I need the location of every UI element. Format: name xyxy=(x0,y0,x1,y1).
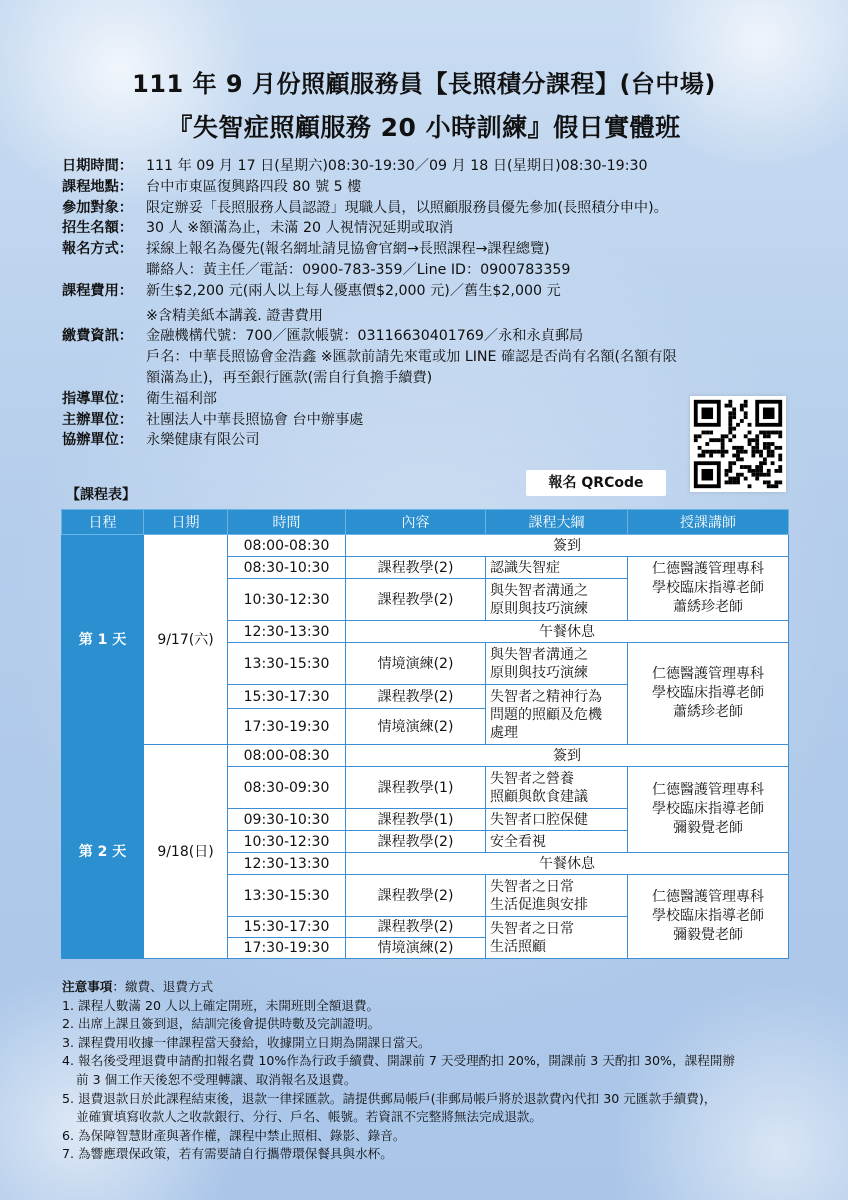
time-cell: 08:30-10:30 xyxy=(228,557,346,579)
signup-value: 採線上報名為優先(報名網址請見協會官網→長照課程→課程總覽) xyxy=(146,241,550,258)
schedule-label: 【課程表】 xyxy=(66,487,136,503)
content-cell: 課程教學(2) xyxy=(346,685,486,709)
outline-line: 與失智者溝通之 xyxy=(490,582,588,599)
time-cell: 17:30-19:30 xyxy=(228,709,346,745)
outline-line: 問題的照顧及危機 xyxy=(490,706,602,723)
teacher-cell xyxy=(628,767,789,853)
teacher-line: 仁德醫護管理專科 xyxy=(652,782,764,798)
table-row xyxy=(62,745,789,767)
teacher-cell xyxy=(628,875,789,959)
outline-cell xyxy=(486,875,628,917)
note-item-continued: 前 3 個工作天後恕不受理轉讓、取消報名及退費。 xyxy=(76,1071,357,1087)
teacher-name: 蕭綉珍老師 xyxy=(673,599,743,615)
outline-cell: 安全看視 xyxy=(486,831,628,853)
quota-label: 招生名額： xyxy=(62,220,133,237)
teacher-line: 學校臨床指導老師 xyxy=(652,580,764,596)
target-value: 限定辦妥「長照服務人員認證」現職人員，以照顧服務員優先參加(長照積分申中)。 xyxy=(146,199,668,216)
date-row xyxy=(62,156,802,177)
target-row xyxy=(62,198,802,219)
header-date: 日期 xyxy=(144,510,228,535)
content-cell: 課程教學(2) xyxy=(346,875,486,917)
note-item: 3. 課程費用收據一律課程當天發給，收據開立日期為開課日當天。 xyxy=(62,1034,431,1050)
outline-cell xyxy=(486,917,628,959)
teacher-name: 蕭綉珍老師 xyxy=(673,704,743,720)
fee-row xyxy=(62,281,802,302)
outline-line: 處理 xyxy=(490,724,518,741)
outline-line: 失智者之日常 xyxy=(490,920,574,937)
content-cell: 課程教學(2) xyxy=(346,831,486,853)
outline-cell xyxy=(486,767,628,809)
outline-line: 照顧與飲食建議 xyxy=(490,788,588,805)
co-value: 永樂健康有限公司 xyxy=(146,432,260,449)
note-item: 4. 報名後受理退費申請酌扣報名費 10%作為行政手續費、開課前 7 天受理酌扣 20%，開課前 3 天酌扣 30%，課程開辦 xyxy=(62,1053,735,1069)
teacher-line: 仁德醫護管理專科 xyxy=(652,666,764,682)
content-cell: 課程教學(1) xyxy=(346,767,486,809)
notes-section xyxy=(62,978,832,1164)
teacher-line: 仁德醫護管理專科 xyxy=(652,889,764,905)
time-cell: 12:30-13:30 xyxy=(228,853,346,875)
fee-note: ※含精美紙本講義. 證書費用 xyxy=(146,307,323,324)
time-cell: 13:30-15:30 xyxy=(228,643,346,685)
content-cell: 課程教學(1) xyxy=(346,809,486,831)
time-cell: 08:00-08:30 xyxy=(228,535,346,557)
table-header-row xyxy=(62,510,789,535)
qr-code-icon xyxy=(690,396,786,492)
teacher-line: 學校臨床指導老師 xyxy=(652,908,764,924)
note-item: 5. 退費退款日於此課程結束後，退款一律採匯款。請提供郵局帳戶(非郵局帳戶將於退款費內代扣 30 元匯款手續費)， xyxy=(62,1090,717,1106)
date-value: 111 年 09 月 17 日(星期六)08:30-19:30／09 月 18 日(星期日)08:30-19:30 xyxy=(146,158,648,174)
time-cell: 12:30-13:30 xyxy=(228,621,346,643)
signup-row xyxy=(62,239,802,260)
note-item: 1. 課程人數滿 20 人以上確定開班，未開班則全額退費。 xyxy=(62,997,380,1013)
content-cell: 情境演練(2) xyxy=(346,643,486,685)
time-cell: 17:30-19:30 xyxy=(228,938,346,959)
target-label: 參加對象： xyxy=(62,199,133,216)
header-teacher: 授課講師 xyxy=(628,510,789,535)
outline-line: 與失智者溝通之 xyxy=(490,646,588,663)
signup-contact: 聯絡人：黃主任／電話：0900-783-359／Line ID：0900783359 xyxy=(146,261,571,278)
day-cell: 第 1 天 xyxy=(62,535,144,745)
header-day: 日程 xyxy=(62,510,144,535)
header-time: 時間 xyxy=(228,510,346,535)
payment-line3: 額滿為止)，再至銀行匯款(需自行負擔手續費) xyxy=(146,369,433,386)
outline-line: 失智者之日常 xyxy=(490,878,574,895)
outline-line: 失智者之精神行為 xyxy=(490,688,602,705)
content-cell: 簽到 xyxy=(346,745,789,767)
table-row xyxy=(62,535,789,557)
content-cell: 情境演練(2) xyxy=(346,709,486,745)
content-cell: 課程教學(2) xyxy=(346,579,486,621)
time-cell: 13:30-15:30 xyxy=(228,875,346,917)
time-cell: 15:30-17:30 xyxy=(228,917,346,938)
date-cell: 9/18(日) xyxy=(144,745,228,959)
outline-cell: 失智者口腔保健 xyxy=(486,809,628,831)
content-cell: 情境演練(2) xyxy=(346,938,486,959)
content-cell: 課程教學(2) xyxy=(346,557,486,579)
content-cell: 午餐休息 xyxy=(346,621,789,643)
header-outline: 課程大綱 xyxy=(486,510,628,535)
time-cell: 09:30-10:30 xyxy=(228,809,346,831)
day-cell: 第 2 天 xyxy=(62,745,144,959)
date-label: 日期時間： xyxy=(62,158,133,174)
page-title: 111 年 9 月份照顧服務員【長照積分課程】(台中場) xyxy=(132,70,716,98)
time-cell: 10:30-12:30 xyxy=(228,579,346,621)
fee-value: 新生$2,200 元(兩人以上每人優惠價$2,000 元)／舊生$2,000 元 xyxy=(146,282,561,299)
content-cell: 簽到 xyxy=(346,535,789,557)
teacher-line: 學校臨床指導老師 xyxy=(652,685,764,701)
time-cell: 10:30-12:30 xyxy=(228,831,346,853)
location-label: 課程地點： xyxy=(62,178,133,195)
schedule-table xyxy=(61,509,789,959)
time-cell: 08:00-08:30 xyxy=(228,745,346,767)
time-cell: 08:30-09:30 xyxy=(228,767,346,809)
content-cell: 午餐休息 xyxy=(346,853,789,875)
outline-cell xyxy=(486,579,628,621)
notes-heading-bold: 注意事項 xyxy=(62,979,113,994)
signup-label: 報名方式： xyxy=(62,241,133,258)
outline-line: 原則與技巧演練 xyxy=(490,600,588,617)
note-item-continued: 並確實填寫收款人之收款銀行、分行、戶名、帳號。若資訊不完整將無法完成退款。 xyxy=(76,1109,542,1125)
date-cell: 9/17(六) xyxy=(144,535,228,745)
location-row xyxy=(62,177,802,198)
teacher-line: 學校臨床指導老師 xyxy=(652,801,764,817)
content-cell: 課程教學(2) xyxy=(346,917,486,938)
outline-cell xyxy=(486,643,628,685)
location-value: 台中市東區復興路四段 80 號 5 樓 xyxy=(146,178,362,195)
payment-label: 繳費資訊： xyxy=(62,328,133,345)
qr-code[interactable] xyxy=(690,396,786,492)
outline-line: 生活促進與安排 xyxy=(490,896,588,913)
outline-cell xyxy=(486,685,628,745)
notes-heading xyxy=(62,978,832,997)
teacher-cell xyxy=(628,557,789,621)
time-cell: 15:30-17:30 xyxy=(228,685,346,709)
guide-value: 衛生福利部 xyxy=(146,390,217,407)
payment-value: 金融機構代號：700／匯款帳號：03116630401769／永和永貞郵局 xyxy=(146,328,584,345)
teacher-name: 彌毅覺老師 xyxy=(673,927,743,943)
header-content: 內容 xyxy=(346,510,486,535)
note-item: 7. 為響應環保政策，若有需要請自行攜帶環保餐具與水杯。 xyxy=(62,1146,393,1162)
outline-cell: 認識失智症 xyxy=(486,557,628,579)
co-label: 協辦單位： xyxy=(62,432,133,449)
payment-row xyxy=(62,326,802,347)
outline-line: 生活照顧 xyxy=(490,938,546,955)
notes-heading-rest: ：繳費、退費方式 xyxy=(112,979,214,994)
teacher-line: 仁德醫護管理專科 xyxy=(652,561,764,577)
quota-row xyxy=(62,218,802,239)
quota-value: 30 人 ※額滿為止，未滿 20 人視情況延期或取消 xyxy=(146,220,454,237)
teacher-cell xyxy=(628,643,789,745)
guide-label: 指導單位： xyxy=(62,390,133,407)
host-value: 社團法人中華長照協會 台中辦事處 xyxy=(146,411,364,428)
teacher-name: 彌毅覺老師 xyxy=(673,820,743,836)
note-item: 2. 出席上課且簽到退，結訓完後會提供時數及完訓證明。 xyxy=(62,1016,381,1032)
fee-label: 課程費用： xyxy=(62,282,133,299)
outline-line: 失智者之營養 xyxy=(490,770,574,787)
qr-label: 報名 QRCode xyxy=(526,470,666,496)
host-label: 主辦單位： xyxy=(62,411,133,428)
note-item: 6. 為保障智慧財產與著作權，課程中禁止照相、錄影、錄音。 xyxy=(62,1127,406,1143)
payment-line2: 戶名：中華長照協會金浩鑫 ※匯款前請先來電或加 LINE 確認是否尚有名額(名額有限 xyxy=(146,349,677,366)
outline-line: 原則與技巧演練 xyxy=(490,664,588,681)
page-subtitle: 『失智症照顧服務 20 小時訓練』假日實體班 xyxy=(167,113,681,142)
